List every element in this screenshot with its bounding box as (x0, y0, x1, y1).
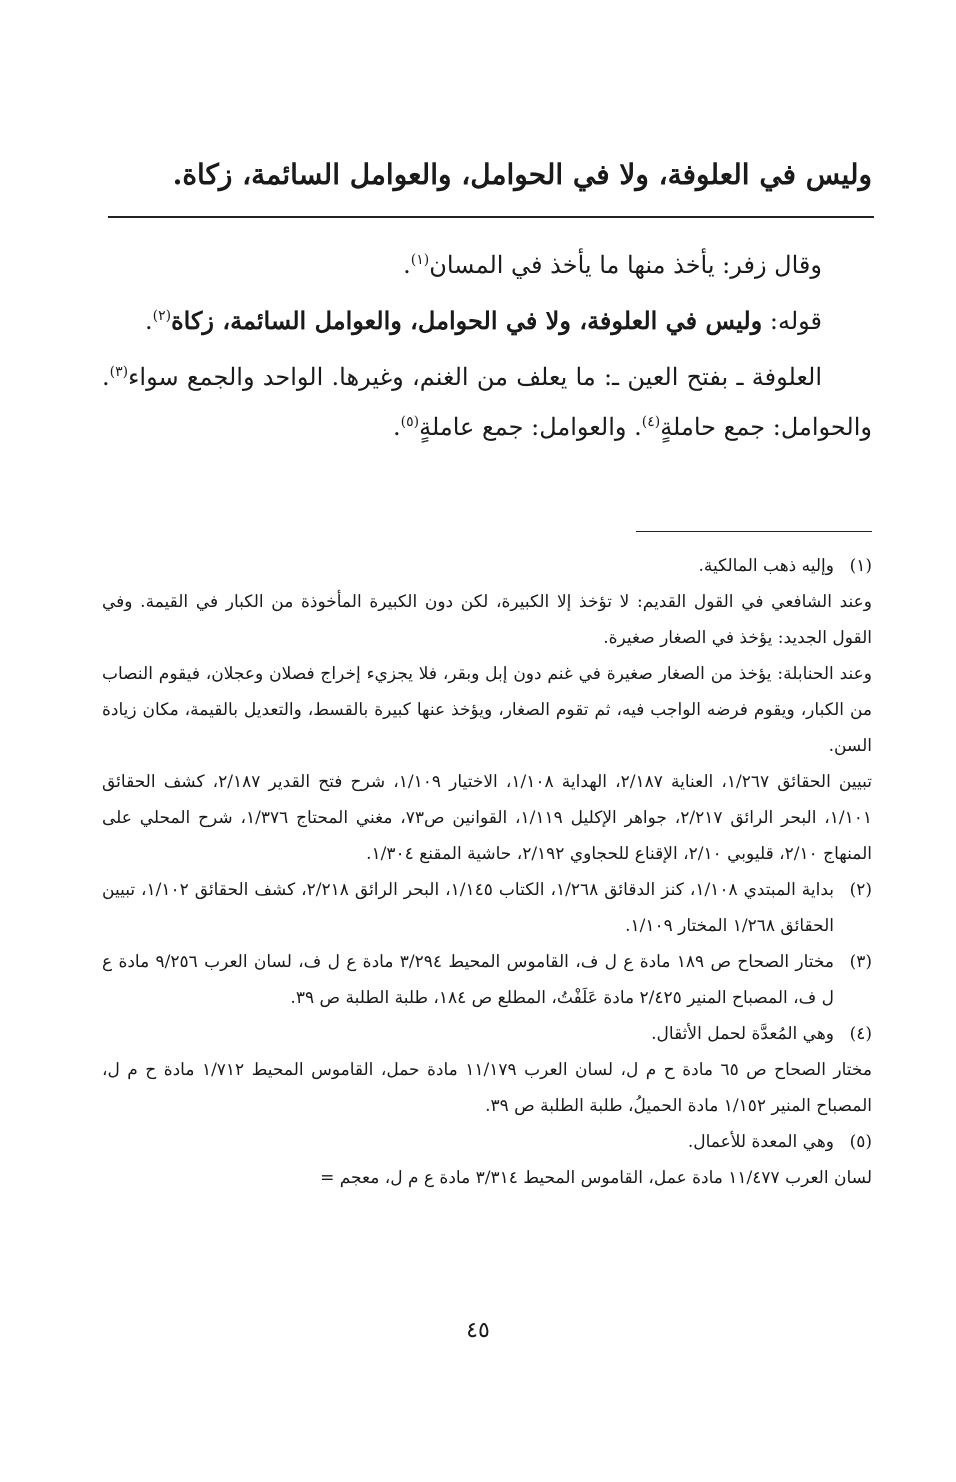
commentary-text: وقال زفر: يأخذ منها ما يأخذ في المسان (429, 251, 822, 279)
footnote-ref-2: (٢) (152, 308, 172, 324)
commentary-text: العلوفة ـ بفتح العين ـ: ما يعلف من الغنم، وغيرها. الواحد والجمع سواء (128, 363, 822, 391)
footnote-line: وهي المعدة للأعمال. (687, 1132, 834, 1152)
footnote-body (102, 548, 872, 872)
footnote-number: (٢) (849, 880, 872, 900)
punctuation: . (403, 251, 411, 279)
footnote-separator-rule (636, 531, 872, 532)
footnote-body (102, 944, 834, 1016)
footnote-line: مختار الصحاح ص ٦٥ مادة ح م ل، لسان العرب ١١/١٧٩ مادة حمل، القاموس المحيط ١/٧١٢ مادة ح م ل، المصباح المنير ١/١٥٢ مادة الحميلُ، طلبة الطلبة ص ٣٩. (102, 1060, 872, 1116)
commentary-text: . والحوامل: جمع حاملةٍ (102, 363, 872, 441)
quoted-matn: وليس في العلوفة، ولا في الحوامل، والعوامل السائمة، زكاة (171, 306, 763, 335)
footnotes (102, 548, 872, 1196)
footnote-body (102, 1016, 872, 1124)
commentary-paragraph-1 (102, 240, 872, 290)
commentary-paragraph-3 (102, 352, 872, 452)
commentary-body (102, 240, 872, 452)
footnote-3 (102, 944, 872, 1016)
footnote-line: وإليه ذهب المالكية. (698, 556, 834, 576)
commentary-paragraph-2 (102, 296, 872, 346)
footnote-5 (102, 1124, 872, 1196)
footnote-line: مختار الصحاح ص ١٨٩ مادة ع ل ف، القاموس المحيط ٣/٢٩٤ مادة ع ل ف، لسان العرب ٩/٢٥٦ مادة ع ل ف، المصباح المنير ٢/٤٢٥ مادة عَلَفْتُ، المطلع ص ١٨٤، طلبة الطلبة ص ٣٩. (102, 952, 835, 1008)
footnote-2 (102, 872, 872, 944)
footnote-number: (٣) (849, 952, 872, 972)
matn-heading: وليس في العلوفة، ولا في الحوامل، والعوامل السائمة، زكاة. (172, 158, 872, 191)
punctuation: . (144, 307, 153, 335)
footnote-body (102, 1124, 872, 1196)
commentary-text: . والعوامل: جمع عاملةٍ (419, 413, 642, 441)
punctuation: . (392, 413, 401, 441)
footnote-number: (٥) (849, 1132, 872, 1152)
footnote-ref-1: (١) (410, 252, 430, 268)
footnote-4 (102, 1016, 872, 1124)
footnote-line: تبيين الحقائق ١/٢٦٧، العناية ٢/١٨٧، الهداية ١/١٠٨، الاختيار ١/١٠٩، شرح فتح القدير ٢/١٨٧، كشف الحقائق ١/١٠١، البحر الرائق ٢/٢١٧، جواهر الإكليل ١/١١٩، القوانين ص٧٣، مغني المحتاج ١/٣٧٦، شرح المحلي على المنهاج ٢/١٠، قليوبي ٢/١٠، الإقناع للحجاوي ٢/١٩٢، حاشية المقنع ١/٣٠٤. (102, 772, 872, 864)
footnote-line: لسان العرب ١١/٤٧٧ مادة عمل، القاموس المحيط ٣/٣١٤ مادة ع م ل، معجم = (320, 1168, 872, 1188)
page-number: ٤٥ (466, 1318, 490, 1343)
footnote-1 (102, 548, 872, 872)
footnote-number: (١) (849, 556, 872, 576)
footnote-line: وهي المُعدَّة لحمل الأثقال. (651, 1024, 834, 1044)
footnote-ref-3: (٣) (109, 364, 129, 380)
footnote-ref-5: (٥) (400, 414, 420, 430)
footnote-line: بداية المبتدي ١/١٠٨، كنز الدقائق ١/٢٦٨، الكتاب ١/١٤٥، البحر الرائق ٢/٢١٨، كشف الحقائق ١/١٠٢، تبيين الحقائق ١/٢٦٨ المختار ١/١٠٩. (102, 880, 834, 936)
footnote-line: وعند الحنابلة: يؤخذ من الصغار صغيرة في غنم دون إبل وبقر، فلا يجزيء إخراج فصلان وعجلان، فيقوم النصاب من الكبار، ويقوم فرضه الواجب فيه، ثم تقوم الصغار، ويؤخذ عنها كبيرة بالقسط، والتعديل بالقيمة، مكان زيادة السن. (102, 664, 872, 756)
footnote-number: (٤) (849, 1024, 872, 1044)
footnote-line: وعند الشافعي في القول القديم: لا تؤخذ إلا الكبيرة، لكن دون الكبيرة المأخوذة من الكبار في القيمة. وفي القول الجديد: يؤخذ في الصغار صغيرة. (102, 592, 872, 648)
footnote-ref-4: (٤) (641, 414, 661, 430)
commentary-lead: قوله: (762, 307, 822, 335)
footnote-body (102, 872, 834, 944)
matn-separator-rule (108, 216, 874, 218)
